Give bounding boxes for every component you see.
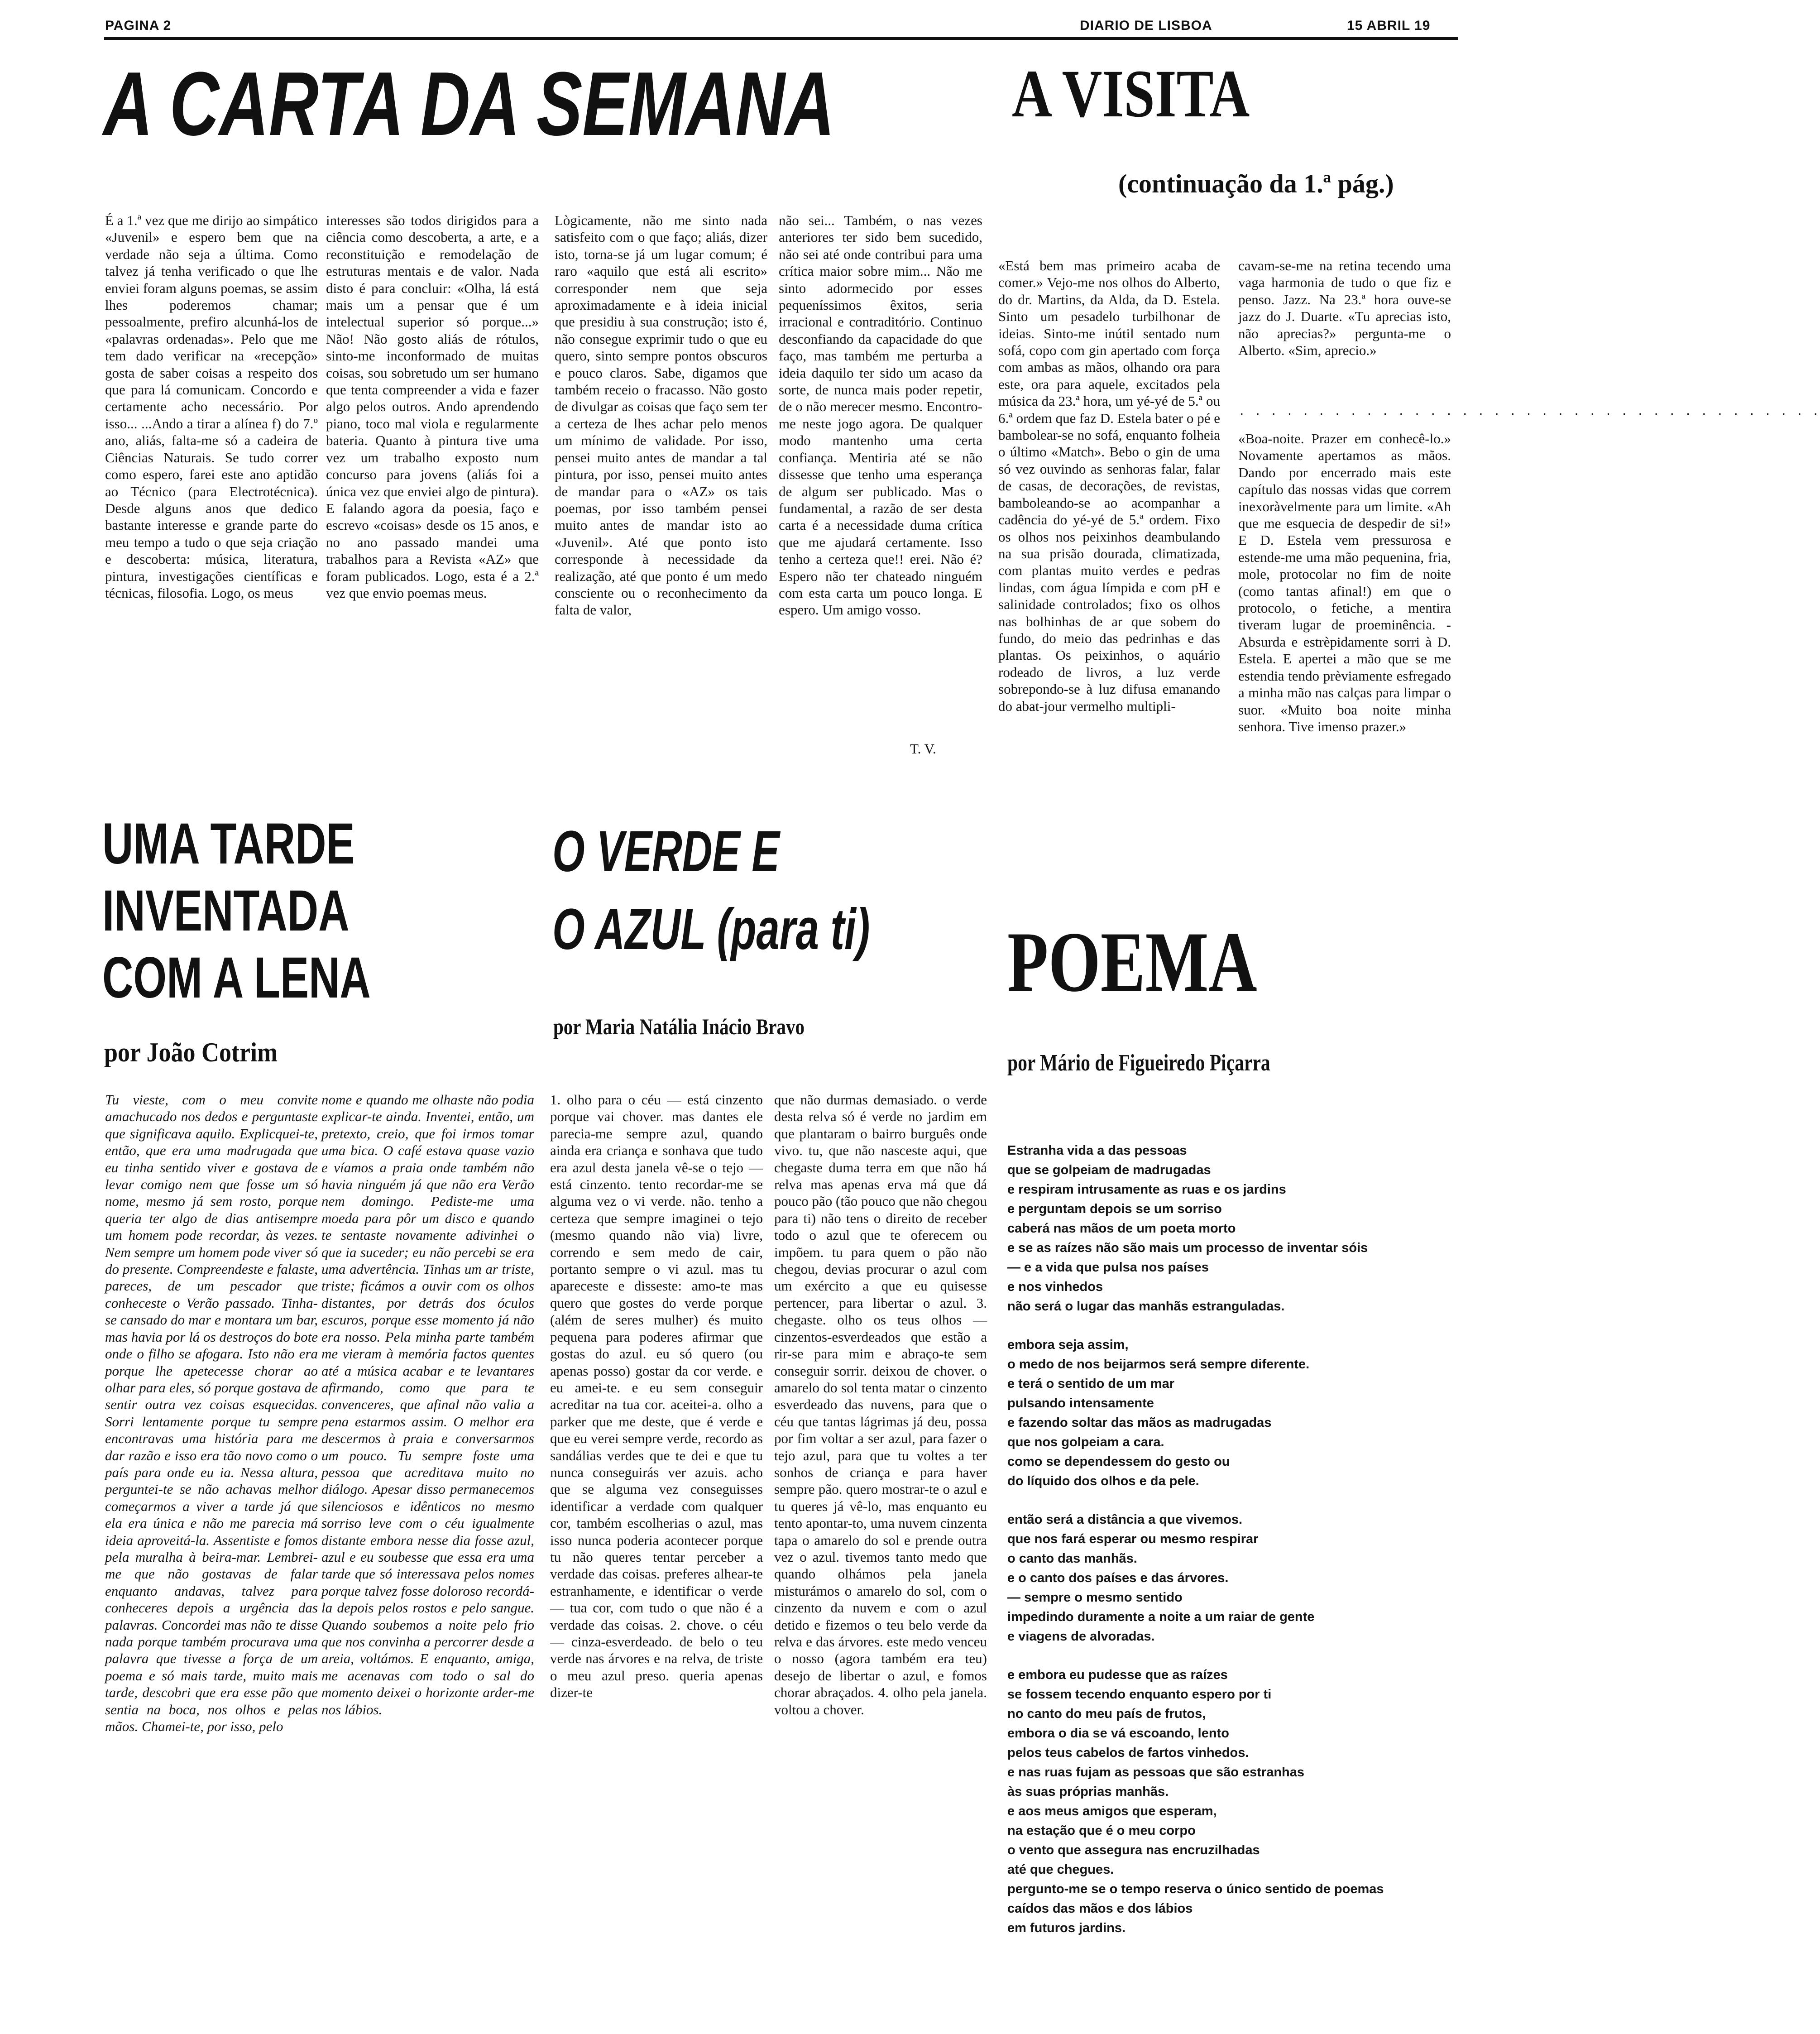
verde-headline (552, 813, 993, 969)
carta-column-2: interesses são todos dirigidos para a ciência como descoberta, a arte, e a reconstituição e remodelação de estruturas mentais e de valor. Nada disto é para concluir: «Olha, lá está mais um a pensar que é um intelectual superior só porque...» Não! Não gosto aliás de rótulos, sinto-me inconformado de muitas coisas, sou sobretudo um ser humano que tenta compreender a vida e fazer algo pelos outros. Ando aprendendo piano, toco mal viola e regularmente bateria. Quanto à pintura tive uma vez um trabalho exposto num concurso para jovens (aliás foi a única vez que enviei algo de pintura). E falando agora da poesia, faço e escrevo «coisas» desde os 15 anos, e no ano passado mandei uma trabalhos para a Revista «AZ» que foram publicados. Logo, esta é a 2.ª vez que envio poemas meus. (326, 212, 539, 601)
carta-column-3: Lògicamente, não me sinto nada satisfeito com o que faço; aliás, dizer isto, torna-se já um lugar comum; é raro «aquilo que está ali escrito» corresponder nem que seja aproximadamente e à ideia inicial que presidiu à sua construção; isto é, não consegue exprimir tudo o que eu quero, sinto sempre pontos obscuros e pouco claros. Sabe, digamos que também receio o fracasso. Não gosto de divulgar as coisas que faço sem ter a certeza de lhes achar pelo menos um mínimo de validade. Por isso, pensei muito antes de mandar a tal pintura, por isso, pensei muito antes de mandar para o «AZ» os tais poemas, por isso também pensei muito antes de mandar isto ao «Juvenil». Até que ponto isto corresponde à necessidade da realização, até que ponto é um medo consciente ou o reconhecimento da falta de valor, (555, 212, 767, 618)
poema-line: no canto do meu país de frutos, (1007, 1707, 1206, 1721)
poema-line: embora o dia se vá escoando, lento (1007, 1726, 1229, 1741)
poema-line: — e a vida que pulsa nos países (1007, 1260, 1209, 1275)
poema-line: que se golpeiam de madrugadas (1007, 1163, 1211, 1177)
poema-line: e nos vinhedos (1007, 1280, 1103, 1294)
visita-column-2b: «Boa-noite. Prazer em conhecê-lo.» Novamente apertamos as mãos. Dando por encerrado mais este capítulo das nossas vidas que correm inexoràvelmente para um limite. «Ah que me esquecia de despedir de si!» E D. Estela vem pressurosa e estende-me uma mão pequenina, fria, mole, protocolar no fim de noite (como tantas afinal!) em que o protocolo, o fetiche, a mentira tiveram lugar de proeminência. - Absurda e estrèpidamente sorri à D. Estela. E apertei a mão que se me estendia tendo prèviamente esfregado a minha mão nas calças para limpar o suor. «Muito boa noite minha senhora. Tive imenso prazer.» (1238, 431, 1451, 734)
poema-line: do líquido dos olhos e da pele. (1007, 1474, 1199, 1488)
poema-stanza-3 (1007, 1510, 1460, 1646)
poema-line: então será a distância a que vivemos. (1007, 1512, 1243, 1527)
visita-separator: · · · · · · · · · · · · · · · · · · · · · · · · · · · · · · · · · · · · · (1238, 408, 1820, 421)
poema-line: impedindo duramente a noite a um raiar de gente (1007, 1610, 1315, 1624)
poema-line: Estranha vida a das pessoas (1007, 1143, 1187, 1158)
poema-line: e viagens de alvoradas. (1007, 1629, 1155, 1644)
poema-line: embora seja assim, (1007, 1338, 1129, 1352)
poema-line: o medo de nos beijarmos será sempre diferente. (1007, 1357, 1310, 1372)
tarde-headline (102, 811, 465, 1012)
visita-continuation: (continuação da 1.ª pág.) (1118, 169, 1394, 198)
visita-column-2a: cavam-se-me na retina tecendo uma vaga harmonia de tudo o que fiz e penso. Jazz. Na 23.ª hora ouve-se jazz do J. Duarte. «Tu aprecias isto, não aprecias?» pergunta-me o Alberto. «Sim, aprecio.» (1238, 258, 1451, 359)
poema-line: que nos fará esperar ou mesmo respirar (1007, 1532, 1259, 1546)
poema-body (1007, 1141, 1460, 1974)
tarde-headline-line-1: UMA TARDE (102, 811, 355, 876)
poema-line: e respiram intrusamente as ruas e os jardins (1007, 1182, 1286, 1197)
poema-line: como se dependessem do gesto ou (1007, 1454, 1230, 1469)
tarde-byline: por João Cotrim (104, 1037, 278, 1067)
poema-line: caídos das mãos e dos lábios (1007, 1901, 1193, 1916)
poema-line: às suas próprias manhãs. (1007, 1785, 1169, 1799)
tarde-column-1: Tu vieste, com o meu convite amachucado nos dedos e perguntaste que significava aquilo. Explicquei-te, então, que era uma madrugada que eu tinha sentido viver e gostava de levar comigo nem que fosse um só nome, mesmo já sem rosto, porque queria ter algo de dias antisempre um homem pode recordar, às vezes. Nem sempre um homem pode viver só do presente. Compreendeste e falaste, pareces, de um pescador que conheceste o Verão passado. Tinha-se cansado do mar e montara um bar, mas havia por lá os destroços do bote onde o filho se afogara. Isto não era porque lhe apetecesse chorar ao olhar para eles, só porque gostava de sentir outra vez coisas esquecidas. Sorri lentamente porque tu sempre encontravas uma história para me dar razão e isso era tão novo como o país para onde eu ia. Nessa altura, perguntei-te se não achavas melhor começarmos a viver a tarde já que ela era única e não me parecia má ideia aproveitá-la. Assentiste e fomos pela muralha à beira-mar. Lembrei-me que não gostavas de falar enquanto andavas, talvez para conheceres depois a urgência das palavras. Concordei mas não te disse nada porque também procurava uma palavra que tivesse a força de um poema e só mais tarde, muito mais tarde, descobri que era esse pão que sentia na boca, nos olhos e pelas mãos. Chamei-te, por isso, pelo (105, 1092, 318, 1735)
poema-stanza-1 (1007, 1141, 1460, 1316)
poema-line: o vento que assegura nas encruzilhadas (1007, 1843, 1260, 1857)
poema-line: se fossem tecendo enquanto espero por ti (1007, 1687, 1272, 1702)
poema-headline: POEMA (1007, 915, 1257, 1010)
poema-line: e perguntam depois se um sorriso (1007, 1202, 1222, 1216)
poema-byline: por Mário de Figueiredo Piçarra (1007, 1050, 1270, 1076)
poema-line: e aos meus amigos que esperam, (1007, 1804, 1217, 1818)
verde-headline-line-1: O VERDE E (552, 819, 780, 884)
poema-line: e o canto dos países e das árvores. (1007, 1571, 1229, 1585)
poema-line: e terá o sentido de um mar (1007, 1377, 1175, 1391)
verde-column-1: 1. olho para o céu — está cinzento porque vai chover. mas dantes ele parecia-me sempre azul, quando ainda era criança e sonhava que tudo era azul desta janela vê-se o tejo — está cinzento. tento recordar-me se alguma vez o vi verde. não. tenho a certeza que sempre imaginei o tejo (mesmo quando não via) livre, correndo e sem medo de cair, portanto sempre o vi azul. mas tu apareceste e disseste: amo-te mas quero que gostes do verde porque (além de seres mulher) és muito pequena para poderes afirmar que gostas do azul. eu só quero (ou apenas posso) gostar da cor verde. e eu amei-te. e eu sem conseguir acreditar na tua cor. aceitei-a. olho a parker que me deste, que é verde e que eu verei sempre verde, recordo as sandálias verdes que te dei e que tu nunca conseguirás ver azuis. acho que se alguma vez conseguisses identificar a verdade com qualquer cor, também escolherias o azul, mas isso nunca poderia acontecer porque tu não queres tentar perceber a verdade das coisas. preferes alhear-te estranhamente, e identificar o verde — tua cor, com tudo o que não é a verdade das coisas. 2. chove. o céu — cinza-esverdeado. de belo o teu verde nas árvores e na relva, de triste o meu azul preso. queria apenas dizer-te (550, 1092, 763, 1701)
poema-line: até que chegues. (1007, 1862, 1114, 1877)
poema-line: pergunto-me se o tempo reserva o único sentido de poemas (1007, 1882, 1384, 1896)
poema-line: e fazendo soltar das mãos as madrugadas (1007, 1415, 1272, 1430)
page-label: PAGINA 2 (105, 18, 172, 33)
poema-line: pelos teus cabelos de fartos vinhedos. (1007, 1746, 1249, 1760)
carta-headline: A CARTA DA SEMANA (103, 53, 835, 154)
header-rule (104, 37, 1458, 40)
poema-line: em futuros jardins. (1007, 1921, 1126, 1935)
poema-stanza-4 (1007, 1665, 1460, 1938)
poema-line: e nas ruas fujam as pessoas que são estranhas (1007, 1765, 1305, 1780)
verde-headline-line-2: O AZUL (para ti) (552, 897, 870, 962)
poema-line: na estação que é o meu corpo (1007, 1823, 1196, 1838)
visita-headline: A VISITA (1012, 56, 1250, 131)
verde-column-2: que não durmas demasiado. o verde desta relva só é verde no jardim em que plantaram o bairro burguês onde vivo. tu, que não nasceste aqui, que chegaste duma terra em que não há relva mas apenas erva má que dá pouco pão (tão pouco que não chegou para ti) não tens o direito de receber todo o azul que te oferecem ou impõem. tu para quem o pão não chegou, devias procurar o azul com um exército a que eu quisesse pertencer, para libertar o azul. 3. chegaste. olho os teus olhos — cinzentos-esverdeados que estão a rir-se para mim e abraço-te sem conseguir sorrir. deixou de chover. o amarelo do sol tenta matar o cinzento esverdeado das nuvens, para que o céu que tantas lágrimas já deu, possa por fim voltar a ser azul, para fazer o tejo azul, para que tu voltes a ter sonhos de criança e para haver sempre pão. quero mostrar-te o azul e tu queres já vê-lo, mas enquanto eu tento apontar-to, uma nuvem cinzenta tapa o amarelo do sol e prende outra vez o azul. tivemos tanto medo que quando olhámos pela janela misturámos o amarelo do sol, com o cinzento da nuvem e com o azul detido e fizemos o teu belo verde da relva e das árvores. este medo venceu o nosso (agora também era teu) desejo de libertar o azul, e fomos chorar abraçados. 4. olho pela janela. voltou a chover. (774, 1092, 987, 1717)
issue-date: 15 ABRIL 19 (1347, 18, 1431, 33)
newspaper-name: DIARIO DE LISBOA (1080, 18, 1212, 33)
poema-line: o canto das manhãs. (1007, 1551, 1137, 1566)
tarde-headline-line-3: COM A LENA (102, 945, 371, 1010)
poema-line: — sempre o mesmo sentido (1007, 1590, 1183, 1605)
carta-column-4: não sei... Também, o nas vezes anteriores ter sido bem sucedido, não sei até onde contribui para uma crítica maior sobre mim... Não me sinto adormecido por esses pequeníssimos êxitos, seria irracional e contraditório. Continuo desconfiando da capacidade do que faço, mas também me perturba a ideia daquilo ter sido um acaso da sorte, de nunca mais poder repetir, de o não merecer mesmo. Encontro-me neste jogo agora. De qualquer modo mantenho uma certa confiança. Mentiria até se não dissesse que tenho uma esperança de algum ser publicado. Mas o fundamental, a razão de ser desta carta é a necessidade duma crítica que me ajudará certamente. Isso tenho a certeza que!! erei. Não é? Espero não ter chateado ninguém com esta carta um pouco longa. E espero. Um amigo vosso. (779, 212, 982, 618)
poema-line: pulsando intensamente (1007, 1396, 1154, 1410)
poema-stanza-2 (1007, 1335, 1460, 1491)
tarde-column-2: nome e quando me olhaste não podia explicar-te ainda. Inventei, então, um pretexto, creio, que foi irmos tomar uma bica. O café estava quase vazio e víamos a praia onde também não havia ninguém já que não era Verão nem domingo. Pediste-me uma moeda para pôr um disco e quando te sentaste novamente adivinhei o que ia suceder; eu não percebi se era uma advertência. Tinhas um ar triste, triste; ficámos a ouvir com os olhos distantes, por detrás dos óculos escuros, porque esse momento já não era nosso. Pela minha parte também me vieram à memória factos quentes até a música acabar e te levantares afirmando, como que para te convenceres, que afinal não valia a pena estarmos assim. O melhor era descermos à praia e conversarmos um pouco. Tu sempre foste uma pessoa que acreditava muito no diálogo. Apesar disso permanecemos silenciosos e idênticos no mesmo sorriso leve com o céu igualmente distante embora nesse dia fosse azul, azul e eu soubesse que essa era uma tarde que só interessava pelos nomes porque talvez fosse doloroso recordá-la depois pelos rostos e pelo sangue. Quando soubemos a noite pelo frio que nos convinha a percorrer desde a areia, voltámos. E enquanto, amiga, me acenavas com todo o sal do momento deixei o horizonte arder-me nos lábios. (321, 1092, 534, 1717)
tarde-headline-line-2: INVENTADA (102, 878, 350, 943)
poema-line: caberá nas mãos de um poeta morto (1007, 1221, 1236, 1236)
verde-byline: por Maria Natália Inácio Bravo (553, 1014, 805, 1039)
poema-line: e embora eu pudesse que as raízes (1007, 1668, 1228, 1682)
poema-line: que nos golpeiam a cara. (1007, 1435, 1164, 1449)
carta-signature: T. V. (910, 741, 936, 757)
poema-line: e se as raízes não são mais um processo de inventar sóis (1007, 1241, 1368, 1255)
poema-line: não será o lugar das manhãs estranguladas. (1007, 1299, 1285, 1314)
visita-column-1: «Está bem mas primeiro acaba de comer.» Vejo-me nos olhos do Alberto, do dr. Martins, da Alda, da D. Estela. Sinto um pesadelo turbilhonar de ideias. Sinto-me inútil sentado num sofá, copo com gin apertado com força com ambas as mãos, olhando ora para este, ora para aquele, excitados pela música da 23.ª hora, um yé-yé de 5.ª ou 6.ª ordem que faz D. Estela bater o pé e bambolear-se no sofá, enquanto folheia o último «Match». Bebo o gin de uma só vez ouvindo as senhoras falar, falar de casas, de decorações, de revistas, bamboleando-se ao acompanhar a cadência do yé-yé de 5.ª ordem. Fixo os olhos nos peixinhos deambulando na sua prisão dourada, climatizada, com plantas muito verdes e pedras lindas, com água límpida e com pH e salinidade controlados; fixo os olhos nas bolhinhas de ar que sobem do fundo, do meio das pedrinhas e das plantas. Os peixinhos, o aquário rodeado de livros, a luz verde sobrepondo-se à luz difusa emanando do abat-jour vermelho multipli- (998, 258, 1220, 714)
carta-column-1: É a 1.ª vez que me dirijo ao simpático «Juvenil» e espero bem que na verdade não seja a última. Como talvez já tenha verificado o que lhe enviei foram alguns poemas, se assim lhes poderemos chamar; pessoalmente, prefiro alcunhá-los de «palavras ordenadas». Pelo que me tem dado verificar na «recepção» gosta de saber coisas a respeito dos que para lá comunicam. Concordo e certamente acho necessário. Por isso... ...Ando a tirar a alínea f) do 7.º ano, aliás, falta-me só a cadeira de Ciências Naturais. Se tudo correr como espero, farei este ano aptidão ao Técnico (para Electrotécnica). Desde alguns anos que dedico bastante interesse e grande parte do meu tempo a tudo o que seja criação e descoberta: música, literatura, pintura, investigações científicas e técnicas, filosofia. Logo, os meus (105, 212, 318, 601)
